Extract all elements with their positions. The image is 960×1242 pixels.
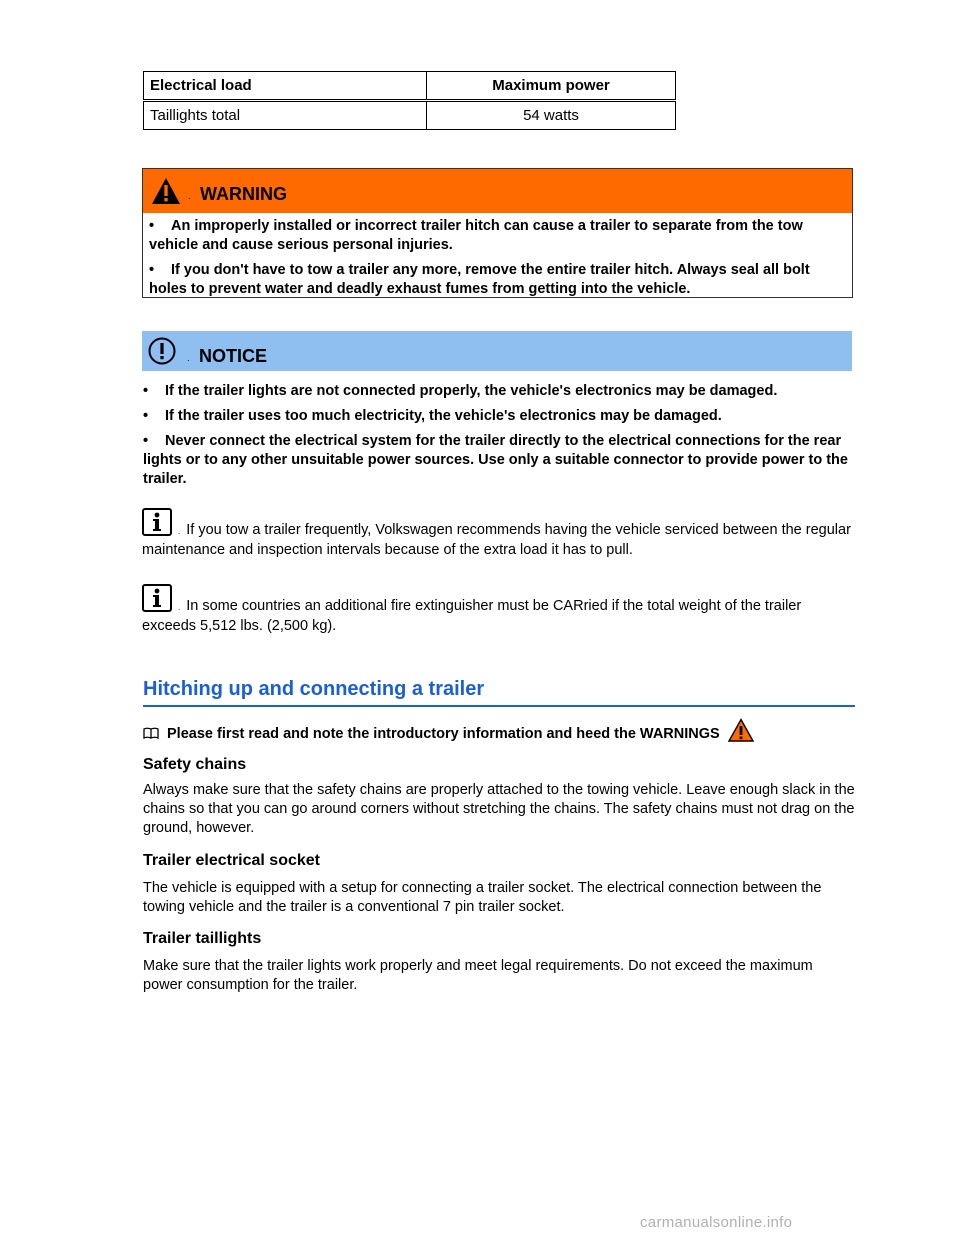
warning-triangle-icon[interactable] [728,718,754,742]
info-icon [142,584,172,612]
warning-header [143,169,852,213]
warning-body [143,213,852,299]
table-cell: 54 watts [427,101,676,130]
table-header: Maximum power [427,72,676,101]
subsection-title: Trailer electrical socket [143,852,320,869]
intro-line [143,718,754,742]
warning-box [142,168,853,298]
table-cell: Taillights total [144,101,427,130]
notice-dot: . [187,353,190,363]
notice-title: NOTICE [199,346,268,366]
electrical-load-table [143,71,676,130]
info-note: . If you tow a trailer frequently, Volkswagen recommends having the vehicle serviced between the regular maintenance and inspection intervals because of the extra load it has to pull. [142,508,854,560]
info-note-text: In some countries an additional fire extinguisher must be CARried if the total weight of the trailer exceeds 5,512 lbs. (2,500 kg). [142,598,802,634]
notice-item: • If the trailer lights are not connected properly, the vehicle's electronics may be damaged. [143,383,778,399]
subsection-text: Make sure that the trailer lights work properly and meet legal requirements. Do not exceed the maximum power consumption for the trailer. [143,958,813,993]
exclamation-circle-icon [148,337,176,365]
info-icon [142,508,172,536]
info-note-text: If you tow a trailer frequently, Volkswagen recommends having the vehicle serviced between the regular maintenance and inspection intervals because of the extra load it has to pull. [142,522,851,558]
notice-item: • If the trailer uses too much electricity, the vehicle's electronics may be damaged. [143,408,722,424]
notice-header [142,331,852,371]
book-icon [143,727,159,739]
warning-item: • If you don't have to tow a trailer any more, remove the entire trailer hitch. Always seal all bolt holes to prevent water and deadly exhaust fumes from getting into the vehicle. [149,262,810,297]
info-note: . In some countries an additional fire extinguisher must be CARried if the total weight of the trailer exceeds 5,512 lbs. (2,500 kg). [142,584,854,636]
table-row [144,101,676,130]
warning-triangle-icon [151,177,181,205]
subsection-text: Always make sure that the safety chains are properly attached to the towing vehicle. Leave enough slack in the chains so that you can go around corners without stretching the chains. The safety chains must not drag on the ground, however. [143,782,855,836]
section-title: Hitching up and connecting a trailer [143,678,855,707]
subsection-title: Safety chains [143,756,247,773]
table-header-row [144,72,676,101]
warning-title: WARNING [200,184,287,204]
subsection-title: Trailer taillights [143,930,262,947]
table-header: Electrical load [144,72,427,101]
notice-list [143,382,853,495]
notice-item: • Never connect the electrical system for the trailer directly to the electrical connections for the rear lights or to any other unsuitable power sources. Use only a suitable connector to provide power to the trailer. [143,433,848,487]
warning-dot: . [188,191,191,201]
subsection-text: The vehicle is equipped with a setup for connecting a trailer socket. The electrical connection between the towing vehicle and the trailer is a conventional 7 pin trailer socket. [143,880,822,915]
warning-item: • An improperly installed or incorrect trailer hitch can cause a trailer to separate from the tow vehicle and cause serious personal injuries. [149,218,803,253]
intro-text: Please first read and note the introductory information and heed the WARNINGS [167,726,720,742]
watermark-url: carmanualsonline.info [640,1214,793,1231]
